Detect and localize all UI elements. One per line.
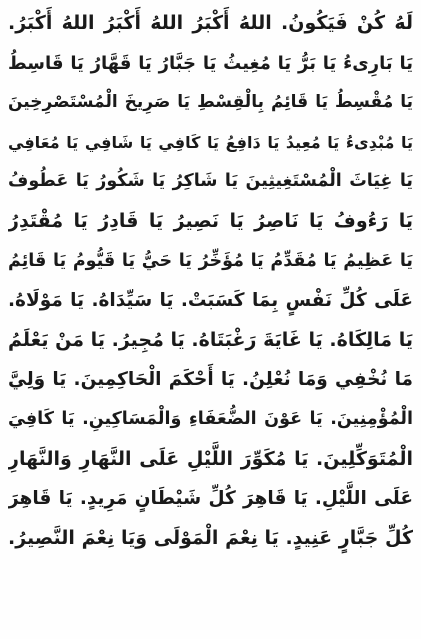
text-line-3: يَا مُقْسِطُ يَا قَائِمُ بِالْقِسْطِ يَا صَرِيخَ الْمُسْتَصْرِخِينَ <box>8 92 413 113</box>
text-line-4: يَا مُبْدِىءُ يَا مُعِيدُ يَا دَافِعُ يَا كَافِي يَا شَافِي يَا مُعَافِي <box>8 132 413 152</box>
text-line-1: لَهُ كُنْ فَيَكُونُ. اللهُ أَكْبَرُ اللهُ أَكْبَرُ اللهُ أَكْبَرُ. <box>8 12 413 34</box>
arabic-text-block <box>8 4 413 558</box>
text-line-9: يَا مَالِكَاهُ. يَا غَايَةَ رَغْبَتَاهُ. يَا مُجِيرُ. يَا مَنْ يَعْلَمُ <box>8 328 413 351</box>
text-line-11: الْمُؤْمِنِينَ. يَا عَوْنَ الضُّعَفَاءِ وَالْمَسَاكِينِ. يَا كَافِيَ <box>8 408 413 429</box>
text-line-13: عَلَى اللَّيْلِ. يَا قَاهِرَ كُلِّ شَيْطَانٍ مَرِيدٍ. يَا قَاهِرَ <box>8 488 413 510</box>
text-line-14: كُلِّ جَبَّارٍ عَنِيدٍ. يَا نِعْمَ الْمَوْلَى وَيَا نِعْمَ النَّصِيرُ. <box>8 526 413 549</box>
text-line-5: يَا غِيَاثَ الْمُسْتَغِيثِينَ يَا شَاكِرُ يَا شَكُورُ يَا عَطُوفُ <box>8 171 413 192</box>
text-line-8: عَلَى كُلِّ نَفْسٍ بِمَا كَسَبَتْ. يَا سَيِّدَاهُ. يَا مَوْلَاهُ. <box>8 290 413 312</box>
text-line-10: مَا نُخْفِي وَمَا نُعْلِنُ. يَا أَحْكَمَ الْحَاكِمِينَ. يَا وَلِيَّ <box>8 369 413 391</box>
text-line-7: يَا عَظِيمُ يَا مُقَدِّمُ يَا مُؤَخِّرُ يَا حَيُّ يَا قَيُّومُ يَا قَائِمُ <box>8 250 413 271</box>
text-line-6: يَا رَءُوفُ يَا نَاصِرُ يَا نَصِيرُ يَا قَادِرُ يَا مُقْتَدِرُ <box>8 209 413 232</box>
text-line-2: يَا بَارِىءُ يَا بَرُّ يَا مُغِيثُ يَا جَبَّارُ يَا قَهَّارُ يَا قَاسِطُ <box>8 52 413 74</box>
text-line-12: الْمُتَوَكِّلِينَ. يَا مُكَوِّرَ اللَّيْلِ عَلَى النَّهَارِ وَالنَّهَارِ <box>8 447 413 470</box>
